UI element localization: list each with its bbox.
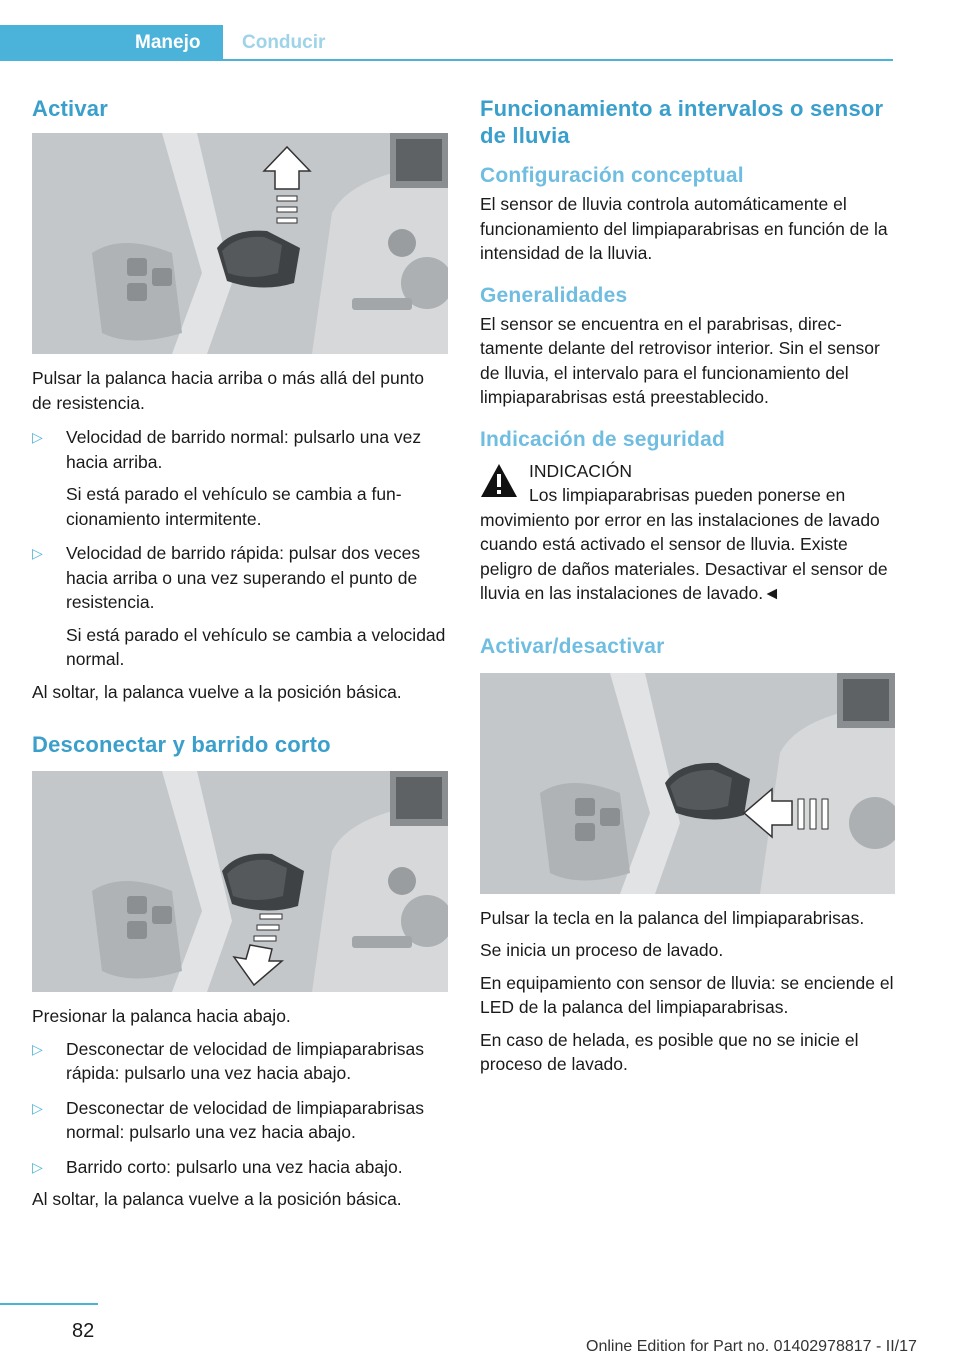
warning-box xyxy=(480,459,896,606)
bullet-icon: ▷ xyxy=(32,1040,43,1057)
footer-divider xyxy=(0,1303,98,1305)
bullet-icon: ▷ xyxy=(32,429,43,445)
page-number: 82 xyxy=(72,1320,95,1342)
warning-first-line: Los limpiaparabrisas pueden ponerse en xyxy=(529,485,846,505)
para-pulsar: Pulsar la palanca hacia arriba o más allá del punto de resistencia. xyxy=(32,368,425,413)
list-item-text: Barrido corto: pulsarlo una vez hacia abajo. xyxy=(66,1156,403,1177)
para-configuracion: El sensor de lluvia controla automáticamente el funcionamiento del limpiaparabrisas en función de la intensidad de la lluvia. xyxy=(480,194,888,263)
list-item xyxy=(32,425,448,474)
heading-activar-desactivar: Activar/desactivar xyxy=(480,634,665,658)
list-item xyxy=(32,1037,448,1086)
para-equipamiento: En equipamiento con sensor de lluvia: se enciende el LED de la palanca del limpiaparabrisas. xyxy=(480,972,894,1017)
list-item-text: Desconectar de velocidad de limpiaparabrisas rápida: pulsarlo una vez hacia abajo. xyxy=(66,1038,424,1083)
list-item-subtext: Si está parado el vehículo se cambia a velocidad normal. xyxy=(66,624,446,669)
list-item xyxy=(32,1096,448,1145)
list-item-subtext: Si está parado el vehículo se cambia a funcionamiento intermitente. xyxy=(66,484,402,529)
tab-manejo[interactable]: Manejo xyxy=(135,32,201,53)
warning-text: movimiento por error en las instalaciones de lavado cuando está activado el sensor de lluvia. Existe peligro de daños materiales. Desactivar el sensor de lluvia en las instalaciones de lavado.◄ xyxy=(480,509,888,603)
heading-funcionamiento: Funcionamiento a intervalos o sensor de lluvia xyxy=(480,96,884,148)
bullet-icon: ▷ xyxy=(32,1158,43,1175)
para-generalidades: El sensor se encuentra en el parabrisas, directamente delante del retrovisor interior. Sin el sensor de lluvia, el intervalo para el funcionamiento del limpiaparabrisas está preestablecido. xyxy=(480,313,880,407)
heading-generalidades: Generalidades xyxy=(480,283,628,307)
left-column xyxy=(32,95,448,1212)
para-presionar: Presionar la palanca hacia abajo. xyxy=(32,1006,291,1026)
heading-seguridad: Indicación de seguridad xyxy=(480,427,725,451)
list-item-text: Velocidad de barrido rápida: pulsar dos veces hacia arriba o una vez superando el punto de resistencia. xyxy=(66,543,421,612)
figure-lever-down xyxy=(32,771,448,992)
warning-triangle-icon xyxy=(480,463,518,499)
bullet-icon: ▷ xyxy=(32,1099,43,1116)
bullet-icon: ▷ xyxy=(32,545,43,561)
para-inicia: Se inicia un proceso de lavado. xyxy=(480,940,724,960)
para-soltar-2: Al soltar, la palanca vuelve a la posición básica. xyxy=(32,1189,402,1209)
list-item-text: Desconectar de velocidad de limpiaparabrisas normal: pulsarlo una vez hacia abajo. xyxy=(66,1097,424,1142)
edition-note: Online Edition for Part no. 01402978817 - II/17 xyxy=(586,1338,917,1355)
list-item xyxy=(32,541,448,615)
list-item-text: Velocidad de barrido normal: pulsarlo una vez hacia arriba. xyxy=(66,427,422,472)
right-column xyxy=(480,95,896,1077)
warning-title: INDICACIÓN xyxy=(529,460,633,481)
tab-conducir[interactable]: Conducir xyxy=(242,32,326,53)
header-divider xyxy=(223,59,893,61)
heading-activar: Activar xyxy=(32,96,108,121)
para-soltar: Al soltar, la palanca vuelve a la posición básica. xyxy=(32,681,402,702)
list-item xyxy=(32,1155,448,1180)
figure-lever-button xyxy=(480,673,895,894)
figure-lever-up xyxy=(32,133,448,354)
heading-desconectar: Desconectar y barrido corto xyxy=(32,732,331,757)
para-helada: En caso de helada, es posible que no se inicie el proceso de lavado. xyxy=(480,1029,859,1074)
page-header xyxy=(0,25,893,61)
heading-configuracion: Configuración conceptual xyxy=(480,164,744,187)
para-pulsar-tecla: Pulsar la tecla en la palanca del limpiaparabrisas. xyxy=(480,907,865,928)
